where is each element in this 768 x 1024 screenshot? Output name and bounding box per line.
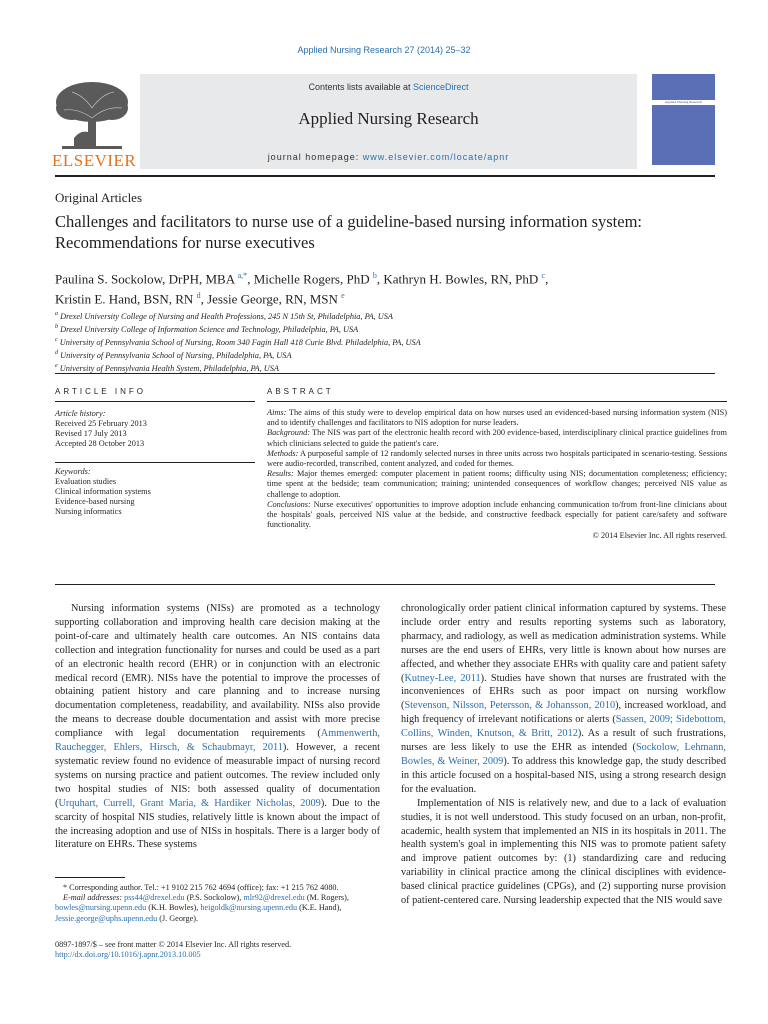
keywords bbox=[55, 467, 255, 517]
affiliation-marker: b bbox=[55, 323, 58, 330]
front-matter-line: 0897-1897/$ – see front matter © 2014 Elsevier Inc. All rights reserved. bbox=[55, 940, 292, 949]
body-text: ). However, a recent systematic review found no evidence of measurable impact of nursing record systems on nursing practice and patient outcomes. The review included only two hospital studies of NIS: both assessed quality of documentation ( bbox=[55, 742, 380, 809]
abstract-body bbox=[267, 408, 727, 542]
email-owner: (K.H. Bowles), bbox=[146, 903, 201, 913]
citation-link[interactable]: Stevenson, Nilsson, Petersson, & Johansson, 2010 bbox=[404, 700, 616, 712]
affiliation bbox=[55, 348, 725, 361]
history-received: Received 25 February 2013 bbox=[55, 419, 147, 428]
affiliation bbox=[55, 309, 725, 322]
author-name: Jessie George, RN, MSN bbox=[207, 291, 338, 307]
affiliation-marker: d bbox=[55, 349, 58, 356]
author-name: Kathryn H. Bowles, RN, PhD bbox=[383, 271, 539, 287]
journal-name: Applied Nursing Research bbox=[298, 109, 479, 128]
body-text: Nursing information systems (NISs) are promoted as a technology supporting collaboration and improving health care decision making at the point-of-care and ultimately health care outcomes. An NIS contains data collection and integration functionality for nurses and could be used as a part of an electronic health record (EHR) or in conjunction with an electronic medical record (EMR). NISs have the potential to improve the processes of obtaining patient history and care planning and to increase nursing documentation completeness, readability, and availability. NISs also provide the means to decrease double documentation and assist with more precise compliance with legal documentation requirements ( bbox=[55, 603, 380, 740]
journal-cover-image bbox=[652, 74, 715, 165]
journal-banner bbox=[140, 74, 637, 169]
author-affiliation-marker[interactable]: b bbox=[372, 271, 377, 280]
sciencedirect-link[interactable]: ScienceDirect bbox=[413, 82, 469, 92]
journal-homepage: journal homepage: www.elsevier.com/locate/apnr bbox=[267, 152, 510, 162]
keywords-label: Keywords: bbox=[55, 467, 91, 476]
journal-reference[interactable]: Applied Nursing Research 27 (2014) 25–32 bbox=[297, 45, 471, 55]
keyword: Clinical information systems bbox=[55, 487, 151, 496]
keyword: Nursing informatics bbox=[55, 507, 122, 516]
body-paragraph bbox=[55, 602, 380, 852]
email-link[interactable]: heigoldk@nursing.upenn.edu bbox=[200, 903, 298, 913]
citation-link[interactable]: Sockolow, Lehmann, Bowles, & Weiner, 2009 bbox=[401, 742, 726, 767]
abstract-conclusions: Conclusions: Nurse executives' opportunities to improve adoption include enhancing communication to/from front-line clinicians about the hospitals' goals, perceived NIS value at the bedside, and constructive feedback especially for patient care/safety and software functionality. bbox=[267, 499, 727, 530]
body-text: ). Due to the scarcity of hospital NIS studies, relatively little is known about the impact of the increasing adoption and use of NISs in hospitals. There is a larger body of literature on EHRs. These systems bbox=[55, 797, 380, 851]
abstract-results: Results: Major themes emerged: computer placement in patient rooms; difficulty using NIS; documentation completeness; efficiency; time spent at the bedside; team communication; training; unintended consequences of workflow changes; perceived NIS value as challenge to adoption. bbox=[267, 469, 727, 499]
history-revised: Revised 17 July 2013 bbox=[55, 429, 127, 438]
abstract-rule-bottom bbox=[55, 584, 715, 585]
citation-link[interactable]: Ammenwerth, Rauchegger, Ehlers, Hirsch, & Schaubmayr, 2011 bbox=[55, 728, 380, 754]
body-text: ), increased workload, and high frequency of irrelevant notifications or alerts ( bbox=[401, 700, 726, 726]
email-link[interactable]: pss44@drexel.edu bbox=[124, 893, 185, 903]
body-text: ). As a result of such frustrations, nurses are less likely to use the EHR as intended ( bbox=[401, 728, 726, 754]
author-affiliation-marker[interactable]: e bbox=[341, 291, 345, 301]
affiliation-marker: c bbox=[55, 336, 58, 343]
article-info-rule bbox=[55, 401, 255, 402]
article-info-heading: ARTICLE INFO bbox=[55, 387, 146, 396]
affiliation-text: Drexel University College of Nursing and Health Professions, 245 N 15th St, Philadelphia, PA, USA bbox=[60, 311, 394, 321]
title-rule bbox=[55, 373, 715, 374]
body-paragraph bbox=[401, 602, 726, 797]
abstract-rule bbox=[267, 401, 727, 402]
section-type: Original Articles bbox=[55, 190, 143, 205]
email-link[interactable]: mlr92@drexel.edu bbox=[243, 893, 305, 903]
keyword: Evaluation studies bbox=[55, 477, 117, 486]
front-matter bbox=[55, 940, 385, 960]
affiliation-list bbox=[55, 309, 725, 374]
abstract-aims: Aims: The aims of this study were to develop empirical data on how nurses used an evidenced-based nursing information system (NIS) and to identify challenges and facilitators to NIS adoption for nurse leaders. bbox=[267, 408, 727, 428]
author-name: Kristin E. Hand, BSN, RN bbox=[55, 291, 194, 307]
corresponding-footnote bbox=[55, 883, 385, 924]
citation-link[interactable]: Kutney-Lee, 2011 bbox=[404, 672, 481, 684]
footnote-rule bbox=[55, 877, 125, 878]
elsevier-wordmark: ELSEVIER bbox=[52, 151, 137, 170]
affiliation-text: University of Pennsylvania School of Nursing, Philadelphia, PA, USA bbox=[60, 350, 292, 360]
affiliation bbox=[55, 322, 725, 335]
keyword: Evidence-based nursing bbox=[55, 497, 135, 506]
email-owner: (K.E. Hand), bbox=[297, 903, 342, 913]
author-affiliation-marker[interactable]: a,* bbox=[237, 271, 248, 280]
author-name: Paulina S. Sockolow, DrPH, MBA bbox=[55, 271, 235, 287]
body-column-right bbox=[401, 602, 726, 908]
email-label: E-mail addresses: bbox=[63, 893, 125, 903]
header-rule bbox=[55, 175, 715, 177]
doi-link[interactable]: http://dx.doi.org/10.1016/j.apnr.2013.10.005 bbox=[55, 950, 201, 960]
affiliation-text: University of Pennsylvania School of Nursing, Room 340 Fagin Hall 418 Curie Blvd. Philadelphia, PA, USA bbox=[59, 337, 421, 347]
email-link[interactable]: bowles@nursing.upenn.edu bbox=[55, 903, 147, 913]
email-addresses bbox=[55, 893, 385, 924]
affiliation-marker: a bbox=[55, 311, 58, 317]
email-owner: (P.S. Sockolow), bbox=[184, 893, 244, 903]
body-column-left bbox=[55, 602, 380, 852]
author-list: Paulina S. Sockolow, DrPH, MBA $^{a,*}$, Michelle Rogers, PhD $^b$, Kathryn H. Bowles, RN, PhD $^c$, Kristin E. Hand, BSN, RN $^d$, Jessie George, RN, MSN $^e$ bbox=[55, 271, 549, 307]
affiliation bbox=[55, 361, 725, 374]
abstract-methods: Methods: A purposeful sample of 12 randomly selected nurses in three units across two hospitals participated in scenario-testing. Sessions were audio-recorded, transcribed, content analyzed, and coded for themes. bbox=[267, 448, 727, 469]
elsevier-tree-logo bbox=[52, 78, 132, 154]
cover-title: Applied Nursing Research bbox=[652, 100, 715, 105]
citation-link[interactable]: Urquhart, Currell, Grant Maria, & Hardiker Nicholas, 2009 bbox=[58, 797, 321, 809]
body-text: ). Studies have shown that nurses are frustrated with the inconveniences of EHRs such as poor impact on nursing workflow ( bbox=[401, 672, 726, 712]
affiliation-text: University of Pennsylvania Health System, Philadelphia, PA, USA bbox=[59, 363, 279, 373]
corresponding-author: * Corresponding author. Tel.: +1 9102 215 762 4694 (office); fax: +1 215 762 4080. bbox=[63, 883, 339, 892]
body-text: ). To address this knowledge gap, the study described in this article focused on a hospital-based NIS, using a strong research design for the evaluation. bbox=[401, 755, 726, 795]
article-history bbox=[55, 409, 255, 449]
abstract-heading: ABSTRACT bbox=[267, 387, 334, 396]
email-owner: (J. George). bbox=[157, 913, 198, 923]
abstract-background: Background: The NIS was part of the electronic health record with 200 evidence-based, interdisciplinary clinical practice guidelines from which clinicians selected to guide the patient's care. bbox=[267, 428, 727, 448]
author-affiliation-marker[interactable]: c bbox=[541, 271, 546, 280]
history-accepted: Accepted 28 October 2013 bbox=[55, 439, 145, 448]
author-affiliation-marker[interactable]: d bbox=[196, 291, 201, 301]
body-paragraph: Implementation of NIS is relatively new, and due to a lack of evaluation studies, it is not well understood. This study focused on an urban, non-profit, academic, health system that implemented an NIS in its hospitals in 2011. The health system's goal in implementing this NIS was to promote patient safety and improve patient outcomes by: (1) standardizing care and reducing variability in clinical practice among the clinical disciplines with evidence-based clinical practice guidelines (CPGs), and (2) supporting nurse provision of patient-centered care. Nursing leadership expected that the NIS would save bbox=[401, 797, 726, 907]
homepage-link[interactable]: www.elsevier.com/locate/apnr bbox=[362, 152, 510, 162]
history-label: Article history: bbox=[55, 409, 106, 418]
affiliation bbox=[55, 335, 725, 348]
citation-link[interactable]: Sassen, 2009; Sidebottom, Collins, Winden, Knutson, & Britt, 2012 bbox=[401, 714, 726, 740]
history-rule bbox=[55, 462, 255, 463]
contents-line: Contents lists available at ScienceDirect bbox=[308, 82, 469, 92]
affiliation-marker: e bbox=[55, 362, 58, 369]
author-name: Michelle Rogers, PhD bbox=[253, 271, 370, 287]
email-link[interactable]: Jessie.george@uphs.upenn.edu bbox=[55, 913, 158, 923]
email-owner: (M. Rogers), bbox=[304, 893, 349, 903]
abstract-copyright: © 2014 Elsevier Inc. All rights reserved. bbox=[592, 531, 727, 541]
body-text: chronologically order patient clinical information captured by systems. These include order entry and results reporting systems such as laboratory, pharmacy, and radiology, as well as medication administration systems. While nurses are the end users of EHRs, very little is known about how nurses are affected, and whether they associate EHRs with quality care and patient safety ( bbox=[401, 603, 726, 684]
affiliation-text: Drexel University College of Information Science and Technology, Philadelphia, PA, USA bbox=[60, 324, 359, 334]
article-title: Challenges and facilitators to nurse use of a guideline-based nursing information system: Recommendations for nurse executives bbox=[55, 212, 642, 252]
